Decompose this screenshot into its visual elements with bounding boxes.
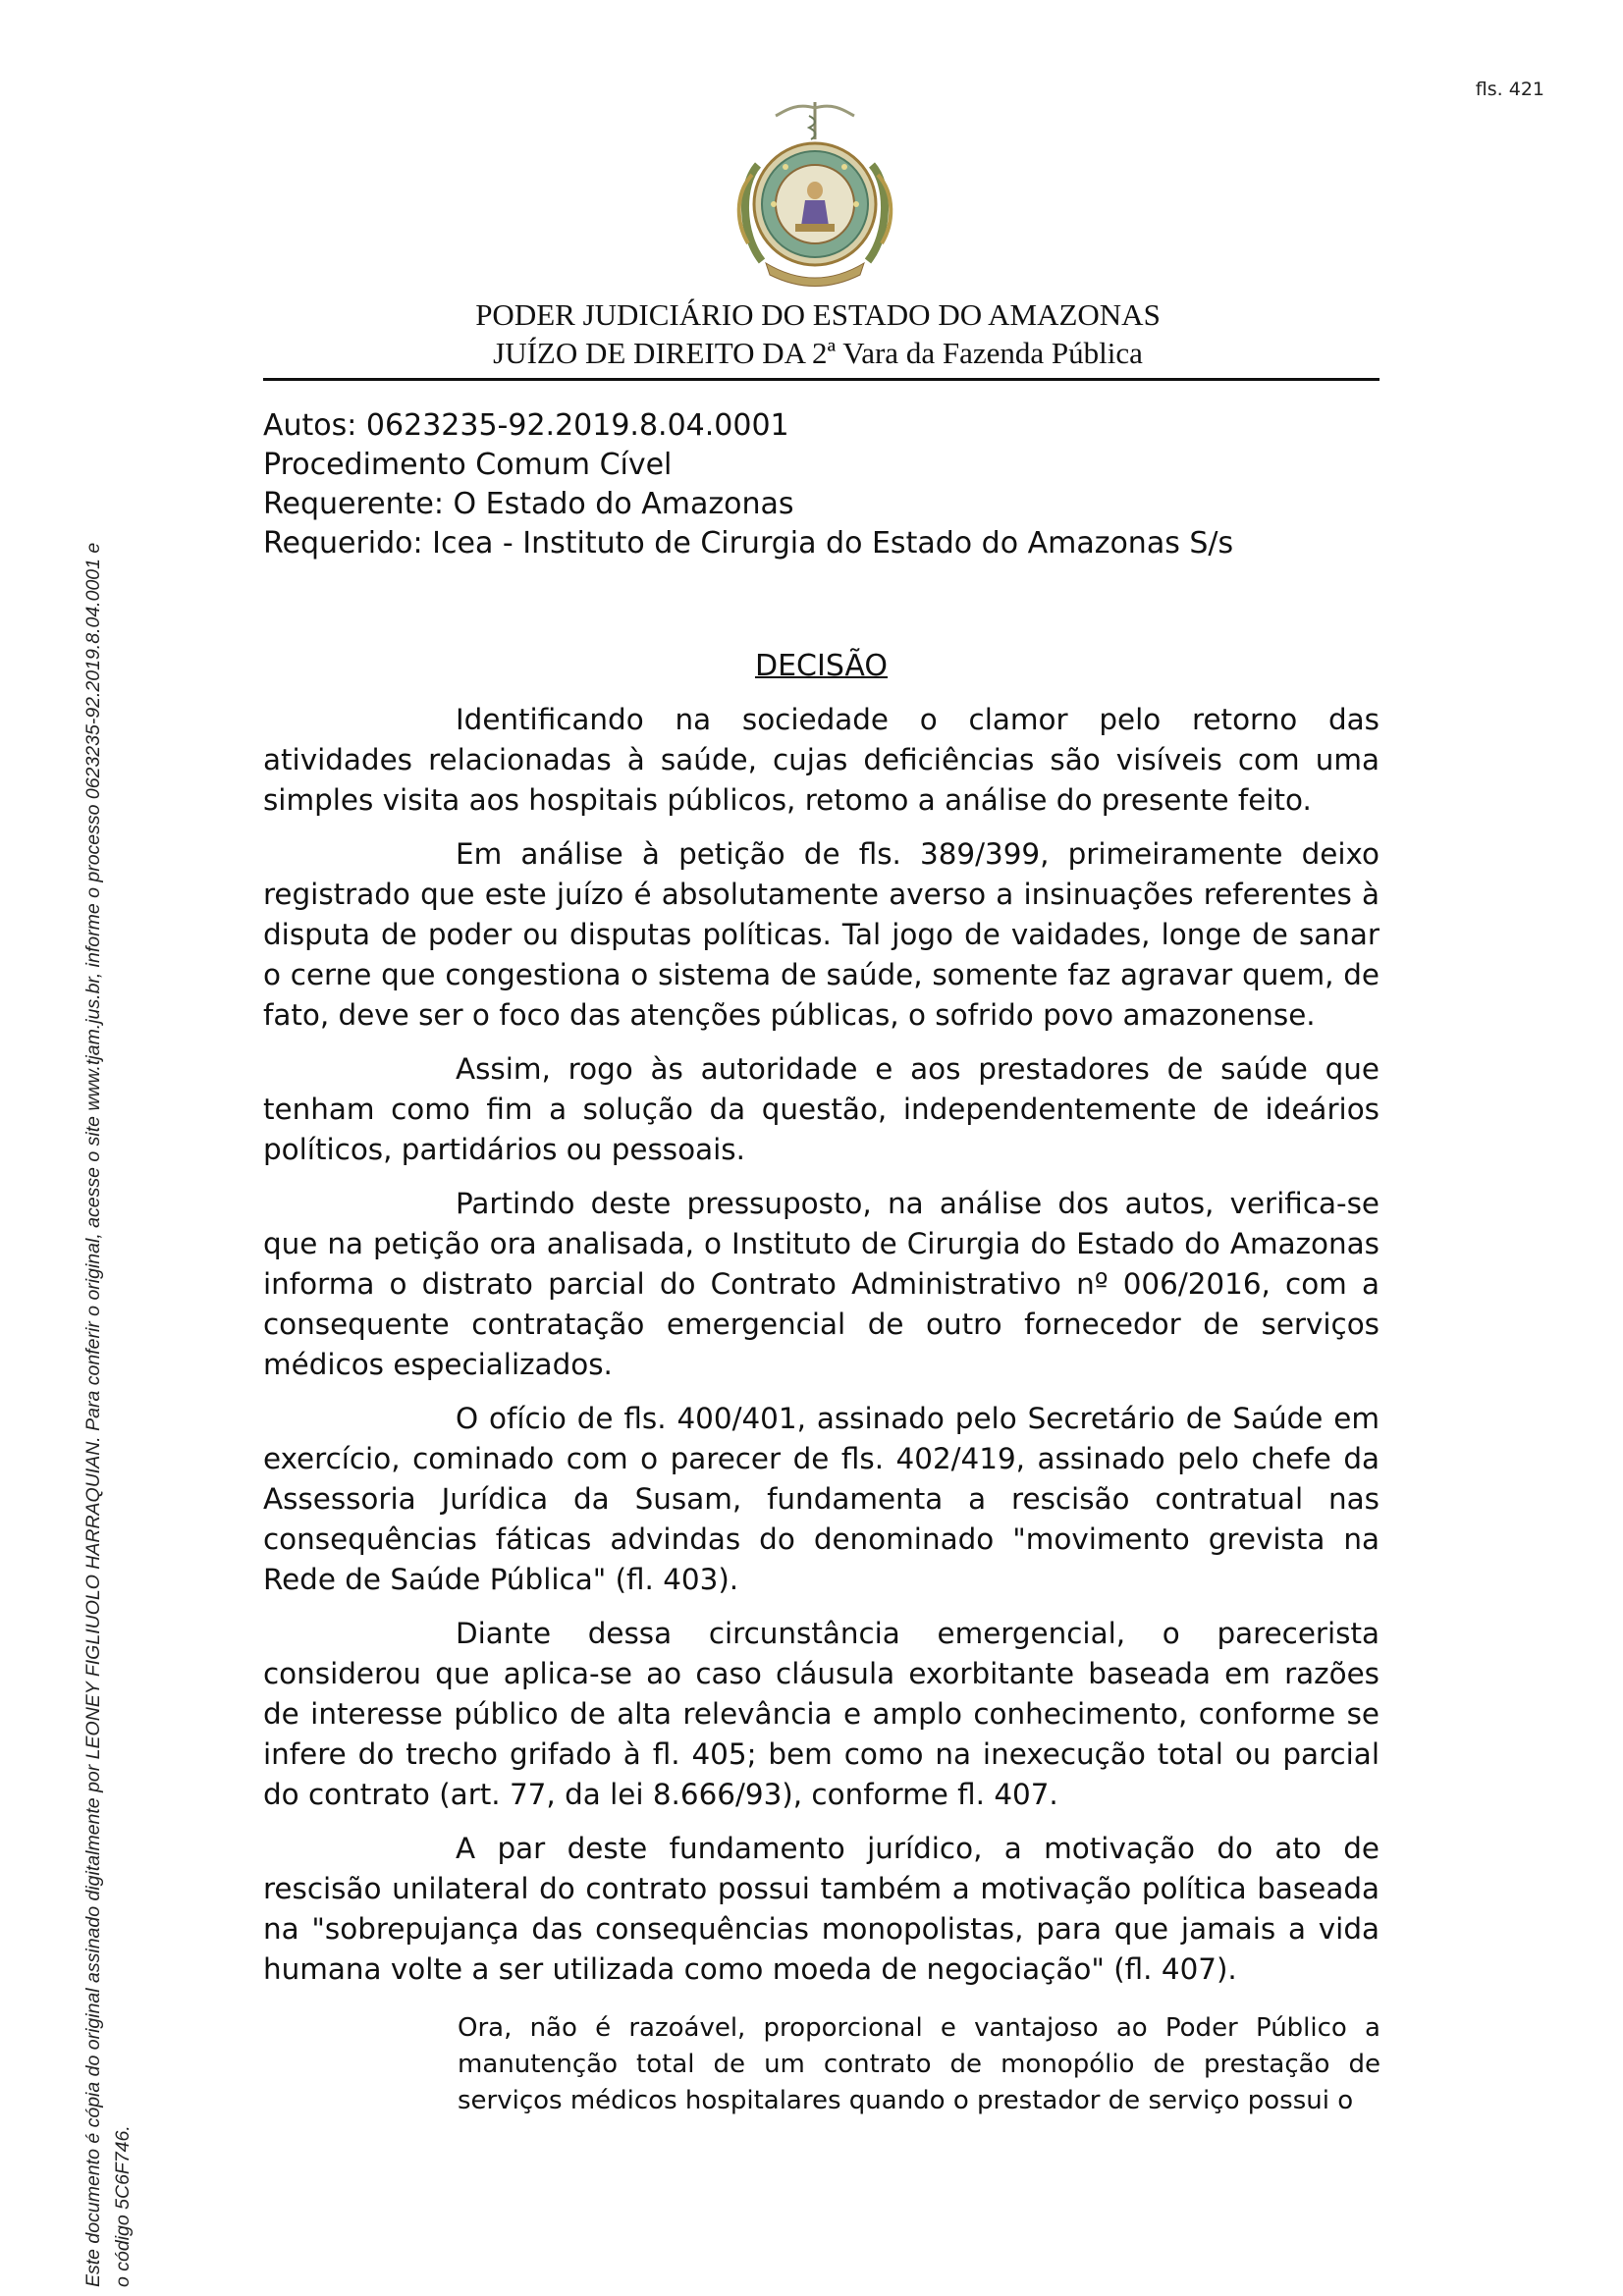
paragraph: Em análise à petição de fls. 389/399, primeiramente deixo registrado que este juízo é absolutamente averso a insinuações referentes à disputa de poder ou disputas políticas. Tal jogo de vaidades, longe de sanar o cerne que congestiona o sistema de saúde, somente faz agravar quem, de fato, deve ser o foco das atenções públicas, o sofrido povo amazonense. [263,837,1380,1032]
paragraph: Identificando na sociedade o clamor pelo retorno das atividades relacionadas à saúde, cujas deficiências são visíveis com uma simples visita aos hospitais públicos, retomo a análise do presente feito. [263,703,1380,817]
paragraph: A par deste fundamento jurídico, a motivação do ato de rescisão unilateral do contrato possui também a motivação política baseada na "sobrepujança das consequências monopolistas, para que jamais a vida humana volte a ser utilizada como moeda de negociação" (fl. 407). [263,1832,1380,1986]
defendant: Requerido: Icea - Instituto de Cirurgia do Estado do Amazonas S/s [263,526,1234,561]
digital-signature-note [79,88,137,2287]
case-details [263,406,1233,563]
block-quote: Ora, não é razoável, proporcional e vantajoso ao Poder Público a manutenção total de um contrato de monopólio de prestação de serviços médicos hospitalares quando o prestador de serviço possui o [458,2013,1380,2115]
decision-body [263,700,1380,2003]
court-name: PODER JUDICIÁRIO DO ESTADO DO AMAZONAS [475,297,1161,332]
header-divider [263,378,1380,381]
paragraph: Partindo deste pressuposto, na análise dos autos, verifica-se que na petição ora analisada, o Instituto de Cirurgia do Estado do Amazonas informa o distrato parcial do Contrato Administrativo nº 006/2016, com a consequente contratação emergencial de outro fornecedor de serviços médicos especializados. [263,1187,1380,1381]
decision-title: DECISÃO [754,649,889,683]
paragraph: O ofício de fls. 400/401, assinado pelo Secretário de Saúde em exercício, cominado com o parecer de fls. 402/419, assinado pelo chefe da Assessoria Jurídica da Susam, fundamenta a rescisão contratual nas consequências fáticas advindas do denominado "movimento grevista na Rede de Saúde Pública" (fl. 403). [263,1402,1380,1596]
case-number: Autos: 0623235-92.2019.8.04.0001 [263,408,789,443]
court-division: JUÍZO DE DIREITO DA 2ª Vara da Fazenda Pública [493,336,1143,370]
plaintiff: Requerente: O Estado do Amazonas [263,487,794,521]
page-number: fls. 421 [1475,79,1544,100]
coat-of-arms-emblem [727,96,903,297]
procedure-type: Procedimento Comum Cível [263,448,673,482]
paragraph: Diante dessa circunstância emergencial, o parecerista considerou que aplica-se ao caso cláusula exorbitante baseada em razões de interesse público de alta relevância e amplo conhecimento, conforme se infere do trecho grifado à fl. 405; bem como na inexecução total ou parcial do contrato (art. 77, da lei 8.666/93), conforme fl. 407. [263,1617,1380,1811]
signature-note-line-2: o código 5C6F746. [112,2125,134,2287]
signature-note-line-1: Este documento é cópia do original assinado digitalmente por LEONEY FIGLIUOLO HARRAQUIAN. Para conferir o original, acesse o site www.tjam.jus.br, informe o processo 0623235-92.2019.8.04.0001 e [82,542,104,2287]
paragraph: Assim, rogo às autoridade e aos prestadores de saúde que tenham como fim a solução da questão, independentemente de ideários políticos, partidários ou pessoais. [263,1052,1380,1166]
